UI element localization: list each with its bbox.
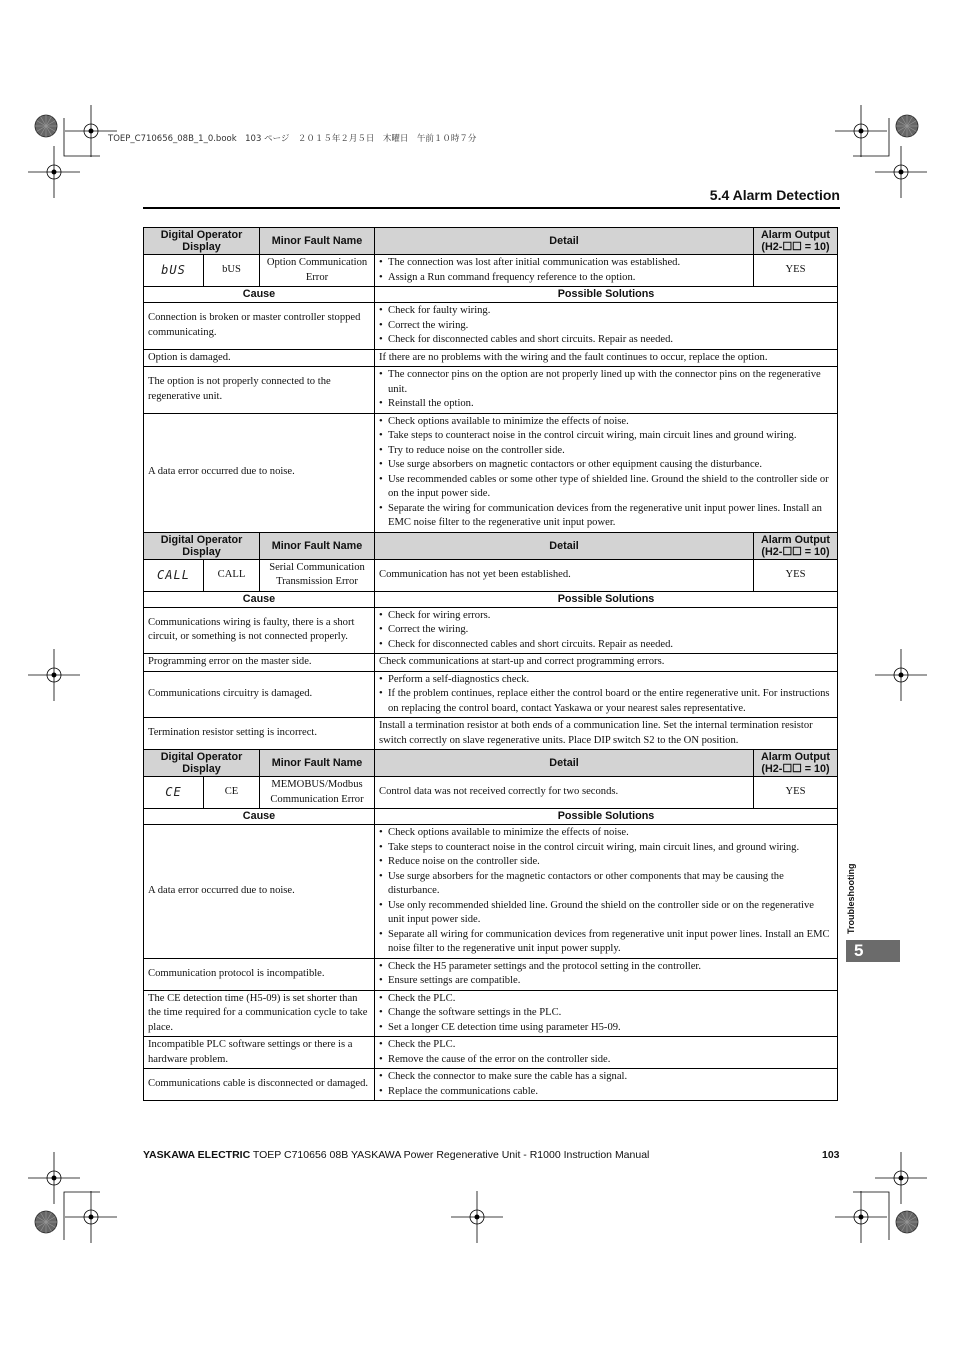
detail-item: • Assign a Run command frequency reference to the option. [379, 271, 749, 286]
fault-name: MEMOBUS/Modbus Communication Error [260, 777, 375, 809]
solution-item: • Check the connector to make sure the cable has a signal. [379, 1070, 833, 1085]
cause-text: Option is damaged. [144, 349, 375, 367]
alarm-header-line1: Alarm Output [761, 229, 830, 241]
crosshair-mark-icon [451, 1191, 503, 1243]
display-header: Digital Operator Display [144, 228, 260, 255]
solution-item: • Check the PLC. [379, 992, 833, 1007]
alarm-header-line1: Alarm Output [761, 533, 830, 546]
registration-disk-icon [35, 1211, 57, 1233]
solution-item: • Ensure settings are compatible. [379, 974, 833, 989]
crop-mark-icon [853, 1192, 889, 1240]
solution-item: • Reinstall the option. [379, 397, 833, 412]
fault-detail: Communication has not yet been established. [375, 559, 754, 591]
solutions-header: Possible Solutions [375, 591, 838, 607]
file-header: TOEP_C710656_08B_1_0.book 103 ページ ２０１５年２月５日 木曜日 午前１０時７分 [108, 134, 477, 144]
solution-item: • Check for disconnected cables and short circuits. Repair as needed. [379, 333, 833, 348]
solutions-header: Possible Solutions [375, 809, 838, 825]
solution-item: • Set a longer CE detection time using parameter H5-09. [379, 1021, 833, 1036]
alarm-output-value: YES [754, 255, 838, 287]
solution-item: • Use only recommended shielded line. Ground the shield on the controller side or on the regenerative unit input power side. [379, 899, 833, 928]
chapter-tab: 5 [846, 940, 900, 962]
solution-item: • Use surge absorbers for the magnetic contactors or other components that may be causing the disturbance. [379, 870, 833, 899]
solutions-header: Possible Solutions [375, 287, 838, 303]
solution-item: • Change the software settings in the PLC. [379, 1006, 833, 1021]
name-header: Minor Fault Name [260, 228, 375, 255]
alarm-output-value: YES [754, 559, 838, 591]
operator-display-glyph: bUS [144, 255, 204, 287]
cause-text: A data error occurred due to noise. [144, 413, 375, 532]
fault-code: bUS [204, 255, 260, 287]
display-header: Digital Operator Display [144, 532, 260, 559]
crosshair-mark-icon [835, 105, 887, 157]
solution-item: • Correct the wiring. [379, 623, 833, 638]
solution-item: • Perform a self-diagnostics check. [379, 673, 833, 688]
crop-mark-icon [853, 118, 889, 156]
detail-header: Detail [375, 532, 754, 559]
solution-item: • Reduce noise on the controller side. [379, 855, 833, 870]
fault-code: CE [204, 777, 260, 809]
solution-item: • Separate all wiring for communication devices from regenerative unit input power lines. Install an EMC noise filter to the regenerative unit input power supply. [379, 928, 833, 957]
cause-header: Cause [144, 287, 375, 303]
page-number: 103 [822, 1149, 840, 1161]
footer-brand: YASKAWA ELECTRIC [143, 1149, 251, 1161]
cause-header: Cause [144, 809, 375, 825]
cause-text: A data error occurred due to noise. [144, 825, 375, 959]
solution-item: • Try to reduce noise on the controller side. [379, 444, 833, 459]
crosshair-mark-icon [28, 1152, 80, 1204]
alarm-output-value: YES [754, 777, 838, 809]
solution-item: • Take steps to counteract noise in the control circuit wiring, main circuit lines, and ground wiring. [379, 841, 833, 856]
solution-item: • If the problem continues, replace either the control board or the entire regenerative unit. For instructions on replacing the control board, contact Yaskawa or your nearest sales representative. [379, 687, 833, 716]
detail-header: Detail [375, 228, 754, 255]
operator-display-glyph: CALL [144, 559, 204, 591]
detail-item: • The connection was lost after initial communication was established. [379, 256, 749, 271]
crosshair-mark-icon [875, 649, 927, 701]
alarm-header-line2: (H2-☐☐ = 10) [761, 241, 830, 253]
solution-cell: Check communications at start-up and correct programming errors. [375, 654, 838, 672]
registration-disk-icon [896, 115, 918, 137]
fault-name: Serial Communication Transmission Error [260, 559, 375, 591]
name-header: Minor Fault Name [260, 750, 375, 777]
solution-item: • Check options available to minimize the effects of noise. [379, 826, 833, 841]
solution-item: • Correct the wiring. [379, 319, 833, 334]
detail-header: Detail [375, 750, 754, 777]
solution-item: • Check for wiring errors. [379, 609, 833, 624]
solution-cell: If there are no problems with the wiring and the fault continues to occur, replace the option. [375, 349, 838, 367]
solution-item: • Replace the communications cable. [379, 1085, 833, 1100]
cause-header: Cause [144, 591, 375, 607]
alarm-header-line1: Alarm Output [761, 751, 830, 763]
solution-item: • Use surge absorbers on magnetic contactors or other equipment causing the disturbance. [379, 458, 833, 473]
cause-text: Connection is broken or master controller stopped communicating. [144, 303, 375, 350]
solution-item: • Separate the wiring for communication devices from the regenerative unit input power lines. Install an EMC noise filter to the regenerative unit input power. [379, 502, 833, 531]
cause-text: Communications circuitry is damaged. [144, 671, 375, 718]
crop-mark-icon [64, 1192, 100, 1240]
cause-text: Communications wiring is faulty, there is a short circuit, or something is not connected properly. [144, 607, 375, 654]
solution-item: • Check for faulty wiring. [379, 304, 833, 319]
registration-disk-icon [896, 1211, 918, 1233]
crosshair-mark-icon [28, 649, 80, 701]
solution-item: • The connector pins on the option are not properly lined up with the connector pins on the regenerative unit. [379, 368, 833, 397]
registration-disk-icon [35, 115, 57, 137]
fault-name: Option Communication Error [260, 255, 375, 287]
alarm-header-line2: (H2-☐☐ = 10) [761, 545, 830, 558]
fault-detail: Control data was not received correctly for two seconds. [375, 777, 754, 809]
solution-cell: Install a termination resistor at both ends of a communication line. Set the internal termination resistor switch correctly on slave regenerative units. Place DIP switch S2 to the ON position. [375, 718, 838, 750]
crosshair-mark-icon [65, 105, 117, 157]
solution-item: • Check the H5 parameter settings and the protocol setting in the controller. [379, 960, 833, 975]
solution-item: • Remove the cause of the error on the controller side. [379, 1053, 833, 1068]
cause-text: Communications cable is disconnected or damaged. [144, 1069, 375, 1101]
solution-item: • Use recommended cables or some other type of shielded line. Ground the shield to the controller side or on the input power side. [379, 473, 833, 502]
footer-text: TOEP C710656 08B YASKAWA Power Regenerative Unit - R1000 Instruction Manual [250, 1149, 650, 1161]
cause-text: The CE detection time (H5-09) is set shorter than the time required for a communication cycle to take place. [144, 990, 375, 1037]
name-header: Minor Fault Name [260, 532, 375, 559]
solution-item: • Check options available to minimize the effects of noise. [379, 415, 833, 430]
cause-text: The option is not properly connected to the regenerative unit. [144, 367, 375, 414]
cause-text: Termination resistor setting is incorrect. [144, 718, 375, 750]
crosshair-mark-icon [28, 146, 80, 198]
section-title: 5.4 Alarm Detection [709, 187, 840, 203]
crosshair-mark-icon [65, 1191, 117, 1243]
solution-item: • Check the PLC. [379, 1038, 833, 1053]
fault-code: CALL [204, 559, 260, 591]
cause-text: Incompatible PLC software settings or there is a hardware problem. [144, 1037, 375, 1069]
display-header: Digital Operator Display [144, 750, 260, 777]
solution-item: • Take steps to counteract noise in the control circuit wiring, main circuit lines and ground wiring. [379, 429, 833, 444]
operator-display-glyph: CE [144, 777, 204, 809]
crosshair-mark-icon [875, 1152, 927, 1204]
crosshair-mark-icon [875, 146, 927, 198]
cause-text: Communication protocol is incompatible. [144, 958, 375, 990]
cause-text: Programming error on the master side. [144, 654, 375, 672]
alarm-header-line2: (H2-☐☐ = 10) [761, 763, 830, 775]
solution-item: • Check for disconnected cables and short circuits. Repair as needed. [379, 638, 833, 653]
side-tab-label: Troubleshooting [846, 863, 856, 934]
crosshair-mark-icon [835, 1191, 887, 1243]
